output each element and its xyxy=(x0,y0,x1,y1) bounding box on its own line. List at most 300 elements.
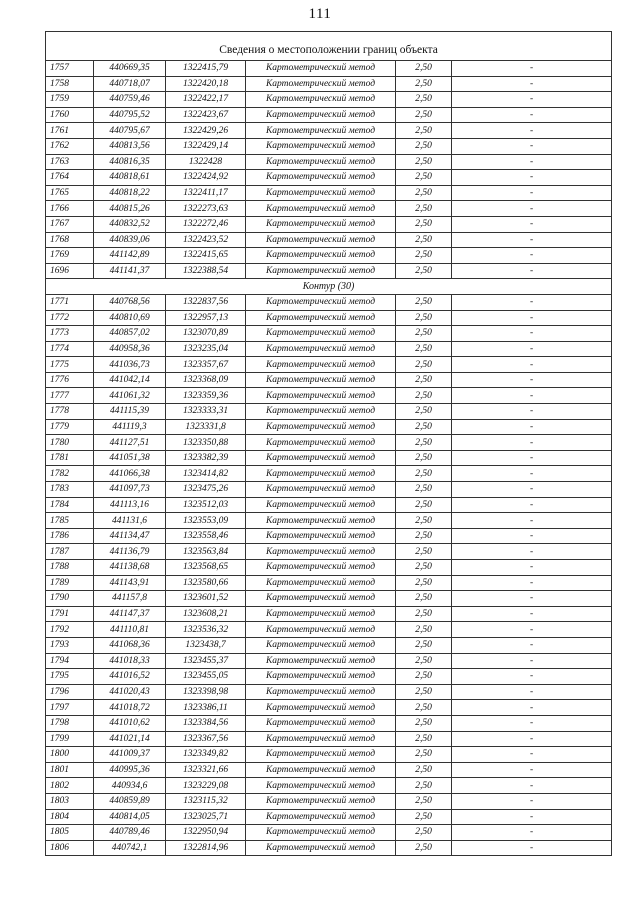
description: - xyxy=(452,232,612,248)
contour-row xyxy=(46,279,612,295)
table-row xyxy=(46,404,612,420)
coord-y: 1323398,98 xyxy=(166,684,246,700)
coord-y: 1322957,13 xyxy=(166,310,246,326)
method: Картометрический метод xyxy=(246,419,396,435)
table-row xyxy=(46,731,612,747)
table-row xyxy=(46,372,612,388)
method: Картометрический метод xyxy=(246,435,396,451)
method: Картометрический метод xyxy=(246,107,396,123)
coord-x: 440815,26 xyxy=(94,201,166,217)
method: Картометрический метод xyxy=(246,747,396,763)
coord-y: 1323580,66 xyxy=(166,575,246,591)
point-number: 1786 xyxy=(46,528,94,544)
coord-y: 1322411,17 xyxy=(166,185,246,201)
table-title: Сведения о местоположении границ объекта xyxy=(46,39,612,61)
coord-y: 1323229,08 xyxy=(166,778,246,794)
method: Картометрический метод xyxy=(246,232,396,248)
coord-x: 441141,37 xyxy=(94,263,166,279)
description: - xyxy=(452,825,612,841)
method: Картометрический метод xyxy=(246,388,396,404)
contour-label: Контур (30) xyxy=(46,279,612,295)
point-number: 1799 xyxy=(46,731,94,747)
accuracy: 2,50 xyxy=(396,92,452,108)
description: - xyxy=(452,154,612,170)
coord-y: 1322429,26 xyxy=(166,123,246,139)
coord-y: 1323331,8 xyxy=(166,419,246,435)
point-number: 1771 xyxy=(46,294,94,310)
accuracy: 2,50 xyxy=(396,825,452,841)
coord-y: 1322837,56 xyxy=(166,294,246,310)
coord-x: 441020,43 xyxy=(94,684,166,700)
table-row xyxy=(46,778,612,794)
coord-x: 441018,33 xyxy=(94,653,166,669)
coord-y: 1323558,46 xyxy=(166,528,246,544)
point-number: 1762 xyxy=(46,138,94,154)
accuracy: 2,50 xyxy=(396,404,452,420)
point-number: 1792 xyxy=(46,622,94,638)
method: Картометрический метод xyxy=(246,216,396,232)
table-row xyxy=(46,497,612,513)
coord-y: 1323367,56 xyxy=(166,731,246,747)
coord-y: 1322272,46 xyxy=(166,216,246,232)
point-number: 1803 xyxy=(46,793,94,809)
coord-y: 1323553,09 xyxy=(166,513,246,529)
accuracy: 2,50 xyxy=(396,684,452,700)
page-number: 111 xyxy=(308,6,332,22)
table-row xyxy=(46,606,612,622)
coord-x: 440759,46 xyxy=(94,92,166,108)
table-title-row xyxy=(46,39,612,61)
description: - xyxy=(452,138,612,154)
accuracy: 2,50 xyxy=(396,637,452,653)
table-row xyxy=(46,341,612,357)
accuracy: 2,50 xyxy=(396,497,452,513)
description: - xyxy=(452,544,612,560)
coord-y: 1323368,09 xyxy=(166,372,246,388)
boundary-table xyxy=(45,31,612,856)
coord-y: 1323414,82 xyxy=(166,466,246,482)
table-top-spacer xyxy=(46,32,612,40)
point-number: 1787 xyxy=(46,544,94,560)
accuracy: 2,50 xyxy=(396,778,452,794)
table-row xyxy=(46,575,612,591)
description: - xyxy=(452,92,612,108)
accuracy: 2,50 xyxy=(396,715,452,731)
accuracy: 2,50 xyxy=(396,513,452,529)
coord-y: 1323601,52 xyxy=(166,591,246,607)
method: Картометрический метод xyxy=(246,263,396,279)
coord-y: 1322423,52 xyxy=(166,232,246,248)
method: Картометрический метод xyxy=(246,731,396,747)
table-row xyxy=(46,684,612,700)
point-number: 1768 xyxy=(46,232,94,248)
accuracy: 2,50 xyxy=(396,357,452,373)
coord-y: 1323512,03 xyxy=(166,497,246,513)
point-number: 1760 xyxy=(46,107,94,123)
description: - xyxy=(452,731,612,747)
coord-y: 1323321,66 xyxy=(166,762,246,778)
point-number: 1798 xyxy=(46,715,94,731)
method: Картометрический метод xyxy=(246,357,396,373)
table-row xyxy=(46,201,612,217)
coord-y: 1323386,11 xyxy=(166,700,246,716)
description: - xyxy=(452,107,612,123)
coord-y: 1323333,31 xyxy=(166,404,246,420)
method: Картометрический метод xyxy=(246,809,396,825)
description: - xyxy=(452,388,612,404)
description: - xyxy=(452,450,612,466)
table-row xyxy=(46,591,612,607)
accuracy: 2,50 xyxy=(396,76,452,92)
method: Картометрический метод xyxy=(246,528,396,544)
table-row xyxy=(46,637,612,653)
coord-x: 440857,02 xyxy=(94,326,166,342)
coord-x: 441131,6 xyxy=(94,513,166,529)
coord-x: 441051,38 xyxy=(94,450,166,466)
point-number: 1801 xyxy=(46,762,94,778)
method: Картометрический метод xyxy=(246,497,396,513)
accuracy: 2,50 xyxy=(396,762,452,778)
accuracy: 2,50 xyxy=(396,591,452,607)
coord-y: 1322423,67 xyxy=(166,107,246,123)
point-number: 1800 xyxy=(46,747,94,763)
description: - xyxy=(452,497,612,513)
point-number: 1789 xyxy=(46,575,94,591)
accuracy: 2,50 xyxy=(396,747,452,763)
coord-x: 440818,61 xyxy=(94,170,166,186)
coord-x: 441097,73 xyxy=(94,482,166,498)
method: Картометрический метод xyxy=(246,61,396,77)
accuracy: 2,50 xyxy=(396,201,452,217)
point-number: 1773 xyxy=(46,326,94,342)
description: - xyxy=(452,606,612,622)
table-row xyxy=(46,560,612,576)
table-row xyxy=(46,357,612,373)
coord-x: 441136,79 xyxy=(94,544,166,560)
point-number: 1776 xyxy=(46,372,94,388)
accuracy: 2,50 xyxy=(396,61,452,77)
table-row xyxy=(46,232,612,248)
accuracy: 2,50 xyxy=(396,419,452,435)
accuracy: 2,50 xyxy=(396,622,452,638)
table-row xyxy=(46,185,612,201)
table-row xyxy=(46,669,612,685)
accuracy: 2,50 xyxy=(396,294,452,310)
table-row xyxy=(46,326,612,342)
table-row xyxy=(46,715,612,731)
coord-y: 1322388,54 xyxy=(166,263,246,279)
table-row xyxy=(46,216,612,232)
point-number: 1782 xyxy=(46,466,94,482)
point-number: 1780 xyxy=(46,435,94,451)
coord-x: 441042,14 xyxy=(94,372,166,388)
accuracy: 2,50 xyxy=(396,388,452,404)
description: - xyxy=(452,747,612,763)
method: Картометрический метод xyxy=(246,248,396,264)
description: - xyxy=(452,840,612,856)
description: - xyxy=(452,482,612,498)
point-number: 1761 xyxy=(46,123,94,139)
method: Картометрический метод xyxy=(246,622,396,638)
coord-y: 1323025,71 xyxy=(166,809,246,825)
table-row xyxy=(46,466,612,482)
description: - xyxy=(452,310,612,326)
accuracy: 2,50 xyxy=(396,107,452,123)
table-row xyxy=(46,170,612,186)
point-number: 1802 xyxy=(46,778,94,794)
table-row xyxy=(46,435,612,451)
coord-x: 441127,51 xyxy=(94,435,166,451)
coord-y: 1323384,56 xyxy=(166,715,246,731)
coord-y: 1323568,65 xyxy=(166,560,246,576)
coord-x: 441110,81 xyxy=(94,622,166,638)
point-number: 1763 xyxy=(46,154,94,170)
accuracy: 2,50 xyxy=(396,450,452,466)
method: Картометрический метод xyxy=(246,591,396,607)
method: Картометрический метод xyxy=(246,544,396,560)
coord-x: 441143,91 xyxy=(94,575,166,591)
description: - xyxy=(452,263,612,279)
method: Картометрический метод xyxy=(246,684,396,700)
coord-x: 441113,16 xyxy=(94,497,166,513)
coord-x: 440813,56 xyxy=(94,138,166,154)
method: Картометрический метод xyxy=(246,825,396,841)
description: - xyxy=(452,793,612,809)
point-number: 1781 xyxy=(46,450,94,466)
coord-x: 440814,05 xyxy=(94,809,166,825)
method: Картометрический метод xyxy=(246,715,396,731)
description: - xyxy=(452,435,612,451)
coord-y: 1322950,94 xyxy=(166,825,246,841)
accuracy: 2,50 xyxy=(396,123,452,139)
accuracy: 2,50 xyxy=(396,326,452,342)
coord-y: 1323115,32 xyxy=(166,793,246,809)
coord-y: 1323070,89 xyxy=(166,326,246,342)
accuracy: 2,50 xyxy=(396,154,452,170)
table-row xyxy=(46,653,612,669)
coord-y: 1322814,96 xyxy=(166,840,246,856)
description: - xyxy=(452,513,612,529)
coord-x: 440789,46 xyxy=(94,825,166,841)
method: Картометрический метод xyxy=(246,466,396,482)
coord-x: 441021,14 xyxy=(94,731,166,747)
method: Картометрический метод xyxy=(246,778,396,794)
coord-x: 440795,67 xyxy=(94,123,166,139)
point-number: 1758 xyxy=(46,76,94,92)
table-row xyxy=(46,840,612,856)
coord-x: 441157,8 xyxy=(94,591,166,607)
coord-y: 1322429,14 xyxy=(166,138,246,154)
point-number: 1774 xyxy=(46,341,94,357)
point-number: 1767 xyxy=(46,216,94,232)
coord-x: 440859,89 xyxy=(94,793,166,809)
point-number: 1791 xyxy=(46,606,94,622)
method: Картометрический метод xyxy=(246,575,396,591)
coord-y: 1323359,36 xyxy=(166,388,246,404)
table-row xyxy=(46,528,612,544)
accuracy: 2,50 xyxy=(396,435,452,451)
coord-x: 441036,73 xyxy=(94,357,166,373)
method: Картометрический метод xyxy=(246,201,396,217)
description: - xyxy=(452,653,612,669)
point-number: 1772 xyxy=(46,310,94,326)
description: - xyxy=(452,528,612,544)
coord-x: 441068,36 xyxy=(94,637,166,653)
method: Картометрический метод xyxy=(246,669,396,685)
description: - xyxy=(452,591,612,607)
table-row xyxy=(46,107,612,123)
table-row xyxy=(46,747,612,763)
method: Картометрический метод xyxy=(246,840,396,856)
coord-x: 440718,07 xyxy=(94,76,166,92)
coord-y: 1323349,82 xyxy=(166,747,246,763)
method: Картометрический метод xyxy=(246,372,396,388)
description: - xyxy=(452,123,612,139)
point-number: 1804 xyxy=(46,809,94,825)
point-number: 1784 xyxy=(46,497,94,513)
method: Картометрический метод xyxy=(246,170,396,186)
method: Картометрический метод xyxy=(246,123,396,139)
point-number: 1769 xyxy=(46,248,94,264)
coord-x: 441119,3 xyxy=(94,419,166,435)
coord-x: 440958,36 xyxy=(94,341,166,357)
coord-y: 1323563,84 xyxy=(166,544,246,560)
table-row xyxy=(46,700,612,716)
method: Картометрический метод xyxy=(246,637,396,653)
accuracy: 2,50 xyxy=(396,669,452,685)
description: - xyxy=(452,341,612,357)
description: - xyxy=(452,248,612,264)
coord-y: 1323382,39 xyxy=(166,450,246,466)
accuracy: 2,50 xyxy=(396,372,452,388)
table-row xyxy=(46,622,612,638)
point-number: 1795 xyxy=(46,669,94,685)
accuracy: 2,50 xyxy=(396,653,452,669)
point-number: 1775 xyxy=(46,357,94,373)
coord-y: 1322415,79 xyxy=(166,61,246,77)
accuracy: 2,50 xyxy=(396,575,452,591)
coord-x: 440768,56 xyxy=(94,294,166,310)
table-row xyxy=(46,419,612,435)
table-row xyxy=(46,76,612,92)
coord-y: 1323536,32 xyxy=(166,622,246,638)
description: - xyxy=(452,404,612,420)
coord-y: 1322273,63 xyxy=(166,201,246,217)
method: Картометрический метод xyxy=(246,793,396,809)
description: - xyxy=(452,622,612,638)
method: Картометрический метод xyxy=(246,294,396,310)
point-number: 1806 xyxy=(46,840,94,856)
table-row xyxy=(46,762,612,778)
method: Картометрический метод xyxy=(246,92,396,108)
method: Картометрический метод xyxy=(246,653,396,669)
coord-y: 1323475,26 xyxy=(166,482,246,498)
coord-x: 441066,38 xyxy=(94,466,166,482)
coord-x: 440832,52 xyxy=(94,216,166,232)
description: - xyxy=(452,809,612,825)
point-number: 1805 xyxy=(46,825,94,841)
point-number: 1777 xyxy=(46,388,94,404)
method: Картометрический метод xyxy=(246,606,396,622)
table-row xyxy=(46,263,612,279)
accuracy: 2,50 xyxy=(396,560,452,576)
coord-y: 1323608,21 xyxy=(166,606,246,622)
point-number: 1764 xyxy=(46,170,94,186)
coord-x: 440934,6 xyxy=(94,778,166,794)
method: Картометрический метод xyxy=(246,326,396,342)
point-number: 1796 xyxy=(46,684,94,700)
table-row xyxy=(46,294,612,310)
coord-x: 441009,37 xyxy=(94,747,166,763)
description: - xyxy=(452,560,612,576)
point-number: 1766 xyxy=(46,201,94,217)
method: Картометрический метод xyxy=(246,560,396,576)
accuracy: 2,50 xyxy=(396,466,452,482)
coord-x: 441018,72 xyxy=(94,700,166,716)
table-row xyxy=(46,154,612,170)
table-row xyxy=(46,544,612,560)
coord-x: 441061,32 xyxy=(94,388,166,404)
accuracy: 2,50 xyxy=(396,341,452,357)
table-row xyxy=(46,825,612,841)
coord-x: 441016,52 xyxy=(94,669,166,685)
method: Картометрический метод xyxy=(246,404,396,420)
table-row xyxy=(46,513,612,529)
method: Картометрический метод xyxy=(246,185,396,201)
method: Картометрический метод xyxy=(246,310,396,326)
coord-x: 441010,62 xyxy=(94,715,166,731)
table-row xyxy=(46,809,612,825)
method: Картометрический метод xyxy=(246,341,396,357)
description: - xyxy=(452,216,612,232)
method: Картометрический метод xyxy=(246,450,396,466)
coord-y: 1323455,05 xyxy=(166,669,246,685)
coord-y: 1322422,17 xyxy=(166,92,246,108)
description: - xyxy=(452,669,612,685)
table-row xyxy=(46,92,612,108)
coord-y: 1323357,67 xyxy=(166,357,246,373)
method: Картометрический метод xyxy=(246,482,396,498)
description: - xyxy=(452,201,612,217)
accuracy: 2,50 xyxy=(396,528,452,544)
accuracy: 2,50 xyxy=(396,606,452,622)
description: - xyxy=(452,575,612,591)
coord-y: 1323455,37 xyxy=(166,653,246,669)
accuracy: 2,50 xyxy=(396,263,452,279)
table-row xyxy=(46,793,612,809)
point-number: 1696 xyxy=(46,263,94,279)
description: - xyxy=(452,700,612,716)
coord-x: 441138,68 xyxy=(94,560,166,576)
description: - xyxy=(452,419,612,435)
coord-y: 1323438,7 xyxy=(166,637,246,653)
accuracy: 2,50 xyxy=(396,700,452,716)
description: - xyxy=(452,637,612,653)
table-row xyxy=(46,482,612,498)
description: - xyxy=(452,294,612,310)
point-number: 1797 xyxy=(46,700,94,716)
description: - xyxy=(452,185,612,201)
description: - xyxy=(452,61,612,77)
description: - xyxy=(452,357,612,373)
description: - xyxy=(452,466,612,482)
table-row xyxy=(46,61,612,77)
coord-x: 440818,22 xyxy=(94,185,166,201)
accuracy: 2,50 xyxy=(396,232,452,248)
point-number: 1783 xyxy=(46,482,94,498)
accuracy: 2,50 xyxy=(396,310,452,326)
description: - xyxy=(452,372,612,388)
